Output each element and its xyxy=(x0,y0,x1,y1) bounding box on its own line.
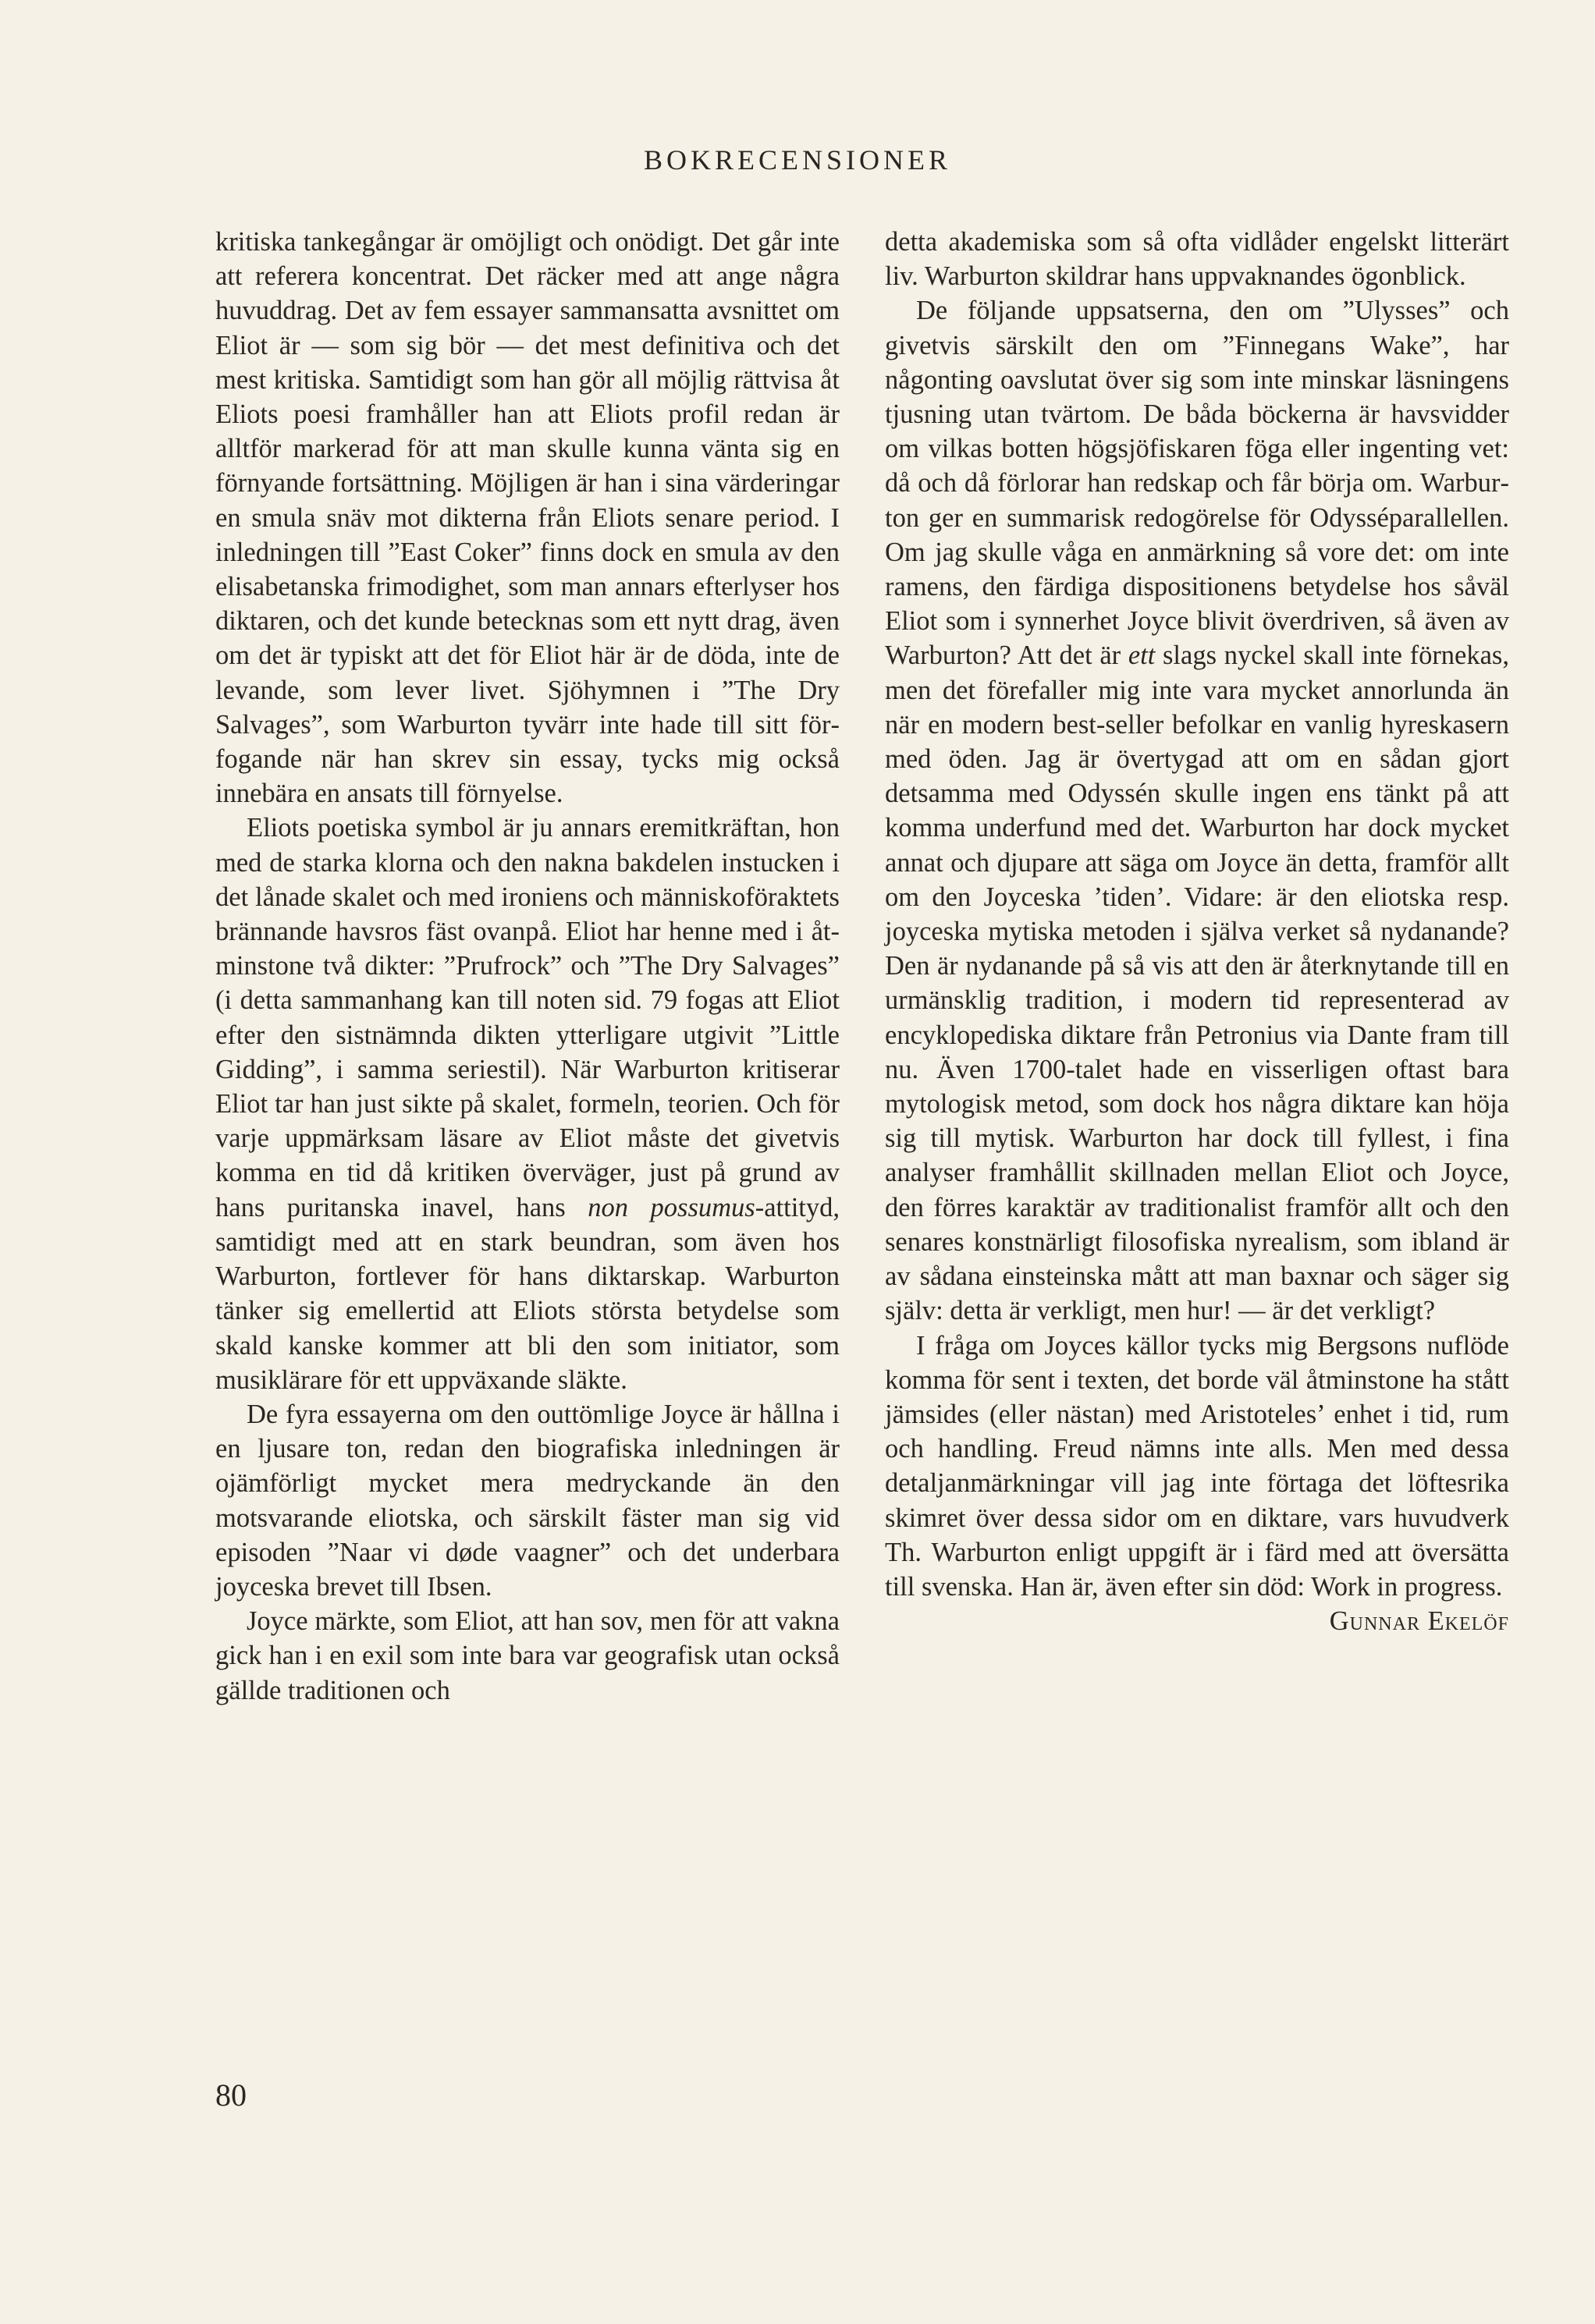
left-column xyxy=(215,225,840,1708)
paragraph xyxy=(885,293,1509,1328)
paragraph-text: De följande uppsatserna, den om ”Ulysses” och givetvis särskilt den om ”Finnegans Wake”, har någonting oavslutat över sig som inte minskar läsningens tjusning utan tvärtom. De båda böckerna är havsvidder om vilkas botten högsjöfiskaren föga eller ingenting vet: då och då förlorar han redskap och får börja om. Warburton ger en summarisk redogörelse för Odysséparallellen. Om jag skulle våga en anmärkning så vore det: om inte ramens, den färdiga dispositionens betydelse hos såväl Eliot som i synnerhet Joyce blivit överdriven, så även av Warburton? Att det är xyxy=(885,296,1509,671)
italic-word: ett xyxy=(1128,640,1156,671)
paragraph xyxy=(885,1329,1509,1637)
italic-phrase: non possumus xyxy=(588,1192,755,1222)
paragraph-text: I fråga om Joyces källor tycks mig Bergsons nuflöde komma för sent i texten, det borde väl åtminstone ha stått jämsides (eller nästan) med Aristoteles’ enhet i tid, rum och handling. Freud nämns inte alls. Men med dessa detaljanmärkningar vill jag inte förtaga det löftesrika skimret över dessa sidor om en diktare, vars huvudverk Th. Warburton enligt uppgift är i färd med att översätta till svenska. Han är, även efter sin död: Work in progress. xyxy=(885,1330,1509,1602)
paragraph: kritiska tankegångar är omöjligt och onödigt. Det går inte att referera koncentrat. Det räcker med att ange några huvuddrag. Det av fem essayer sammansatta avsnittet om Eliot är — som sig bör — det mest definitiva och det mest kritiska. Samtidigt som han gör all möjlig rättvisa åt Eliots poesi framhåller han att Eliots profil redan är alltför markerad för att man skulle kunna vänta sig en förnyande fortsättning. Möjligen är han i sina värderingar en smula snäv mot dikterna från Eliots senare period. I inledningen till ”East Coker” finns dock en smula av den elisabetanska frimodighet, som man annars efterlyser hos diktaren, och det kunde betecknas som ett nytt drag, även om det är typiskt att det för Eliot här är de döda, inte de levande, som lever livet. Sjöhymnen i ”The Dry Salvages”, som Warburton tyvärr inte hade till sitt förfogande när han skrev sin essay, tycks mig också innebära en ansats till förnyelse. xyxy=(215,227,840,809)
running-header: BOKRECENSIONER xyxy=(643,144,952,176)
paragraph: Joyce märkte, som Eliot, att han sov, men för att vakna gick han i en exil som inte bara var geografisk utan också gällde traditionen och xyxy=(215,1606,840,1705)
page-number: 80 xyxy=(215,2077,247,2113)
author-signature: Gunnar Ekelöf xyxy=(1329,1606,1509,1637)
paragraph-text: slags nyckel skall inte förnekas, men det förefaller mig inte vara mycket annorlunda än när en modern best-seller befolkar en vanlig hyreskasern med öden. Jag är övertygad att om en sådan gjort detsamma med Odyssén skulle ingen ens tänkt på att komma underfund med det. Warburton har dock mycket annat och djupare att säga om Joyce än detta, framför allt om den Joyceska ’tiden’. Vidare: är den eliotska resp. joyceska mytiska metoden i själva verket så nydanande? Den är nydanande på så vis att den är återknytande till en urmänsklig tradition, i modern tid representerad av encyklopediska diktare från Petronius via Dante fram till nu. Även 1700-talet hade en visserligen oftast bara mytologisk metod, som dock hos några diktare kan höja sig till mytisk. Warburton har dock till fyllest, i fina analyser framhållit skillnaden mellan Eliot och Joyce, den förres karaktär av traditionalist framför allt och den senares konstnärligt filosofiska nyrealism, som ibland är av sådana einsteinska mått att man baxnar och säger sig själv: detta är verkligt, men hur! — är det verkligt? xyxy=(885,640,1509,1326)
paragraph-text: -attityd, samtidigt med att en stark beundran, som även hos Warburton, fortlever för hans diktarskap. Warburton tänker sig emellertid att Eliots största betydelse som skald kanske kommer att bli den som initiator, som musiklärare för ett uppväxande släkte. xyxy=(215,1192,840,1395)
right-column xyxy=(885,225,1509,1638)
paragraph: detta akademiska som så ofta vidlåder engelskt litterärt liv. Warburton skildrar hans uppvaknandes ögonblick. xyxy=(885,227,1509,292)
paragraph xyxy=(215,811,840,1396)
paragraph-text: Eliots poetiska symbol är ju annars eremitkräftan, hon med de starka klorna och den nakna bakdelen instucken i det lånade skalet och med ironiens och människoföraktets brännande havsros fäst ovanpå. Eliot har henne med i åtminstone två dikter: ”Prufrock” och ”The Dry Salvages” (i detta sammanhang kan till noten sid. 79 fogas att Eliot efter den sistnämnda dikten ytterligare utgivit ”Little Gidding”, i samma seriestil). När Warburton kritiserar Eliot tar han just sikte på skalet, formeln, teorien. Och för varje uppmärksam läsare av Eliot måste det givetvis komma en tid då kritiken överväger, just på grund av hans puritanska inavel, hans xyxy=(215,813,840,1222)
paragraph: De fyra essayerna om den outtömlige Joyce är hållna i en ljusare ton, redan den biografiska inledningen är ojämförligt mycket mera medryckande än den motsvarande eliotska, och särskilt fäster man sig vid episoden ”Naar vi døde vaagner” och det underbara joyceska brevet till Ibsen. xyxy=(215,1399,840,1602)
